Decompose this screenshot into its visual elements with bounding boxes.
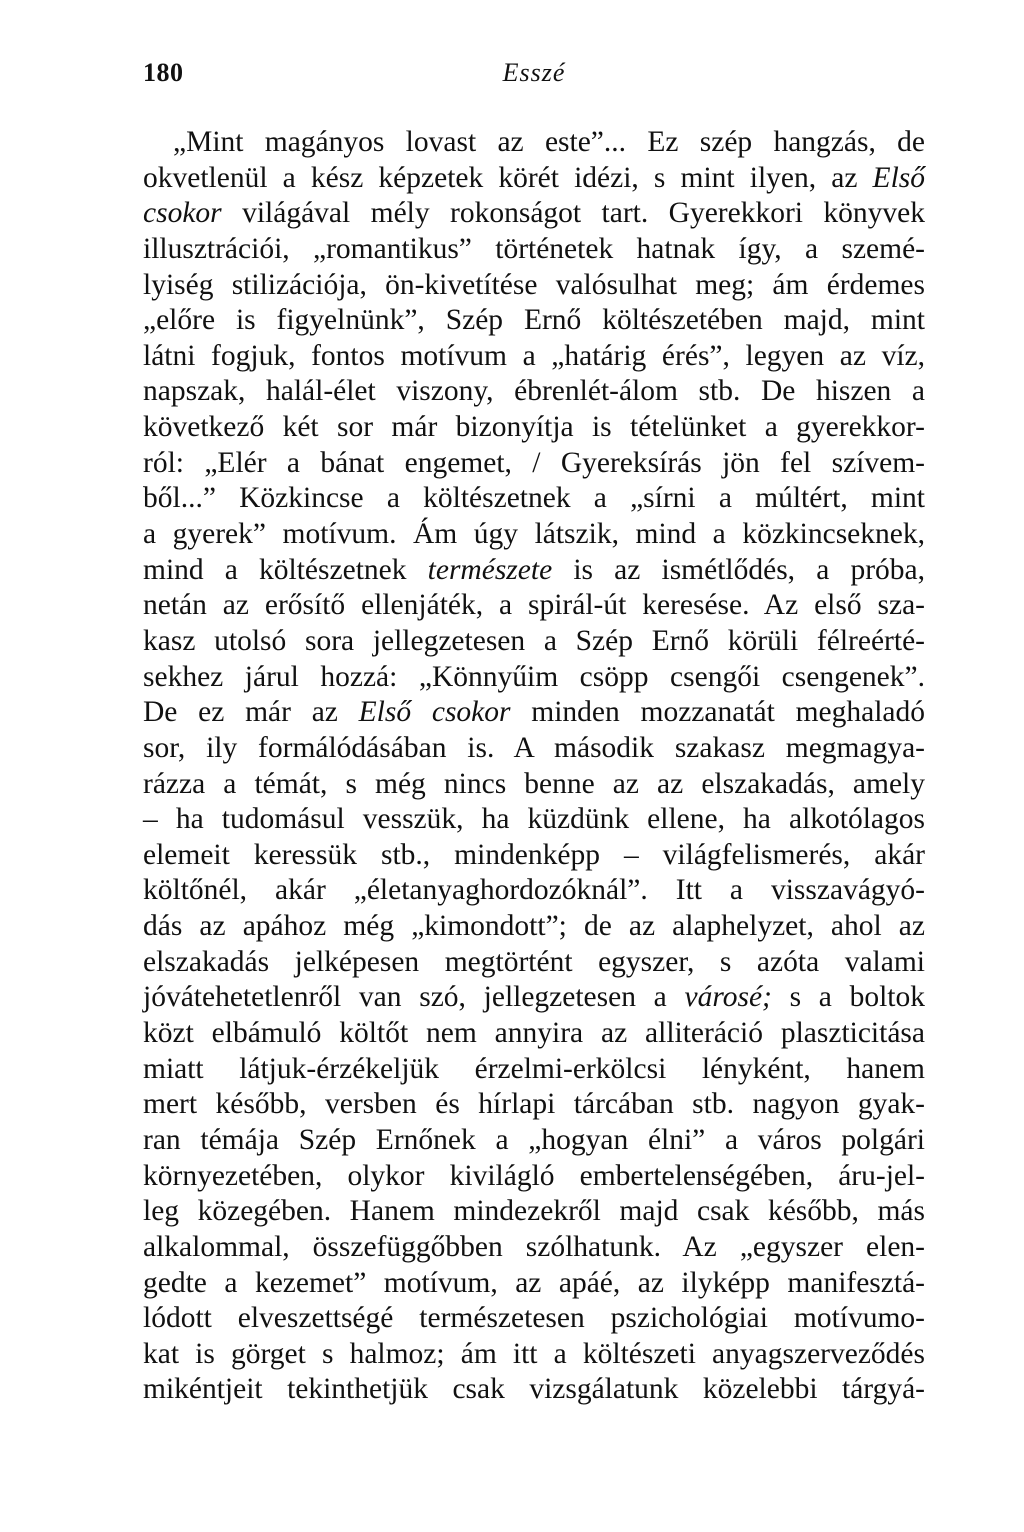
text-line: napszak, halál-élet viszony, ébrenlét-álom stb. De hiszen a (143, 375, 925, 408)
italic-emphasis: csokor (143, 197, 222, 230)
text-line: dás az apához még „kimondott”; de az alaphelyzet, ahol az (143, 910, 925, 943)
text-line: netán az erősítő ellenjáték, a spirál-út keresése. Az első sza- (143, 589, 925, 622)
text-line: látni fogjuk, fontos motívum a „határig érés”, legyen az víz, (143, 339, 925, 372)
text-line: ran témája Szép Ernőnek a „hogyan élni” a város polgári (143, 1123, 925, 1156)
text-line: csokor világával mély rokonságot tart. Gyerekkori könyvek (143, 197, 925, 230)
text-line: sekhez járul hozzá: „Könnyűim csöpp csengői csengenek”. (143, 660, 925, 693)
text-line: illusztrációi, „romantikus” történetek hatnak így, a szemé- (143, 232, 925, 265)
text-line: közt elbámuló költőt nem annyira az alliteráció plaszticitása (143, 1017, 925, 1050)
page-header (143, 58, 925, 98)
text-line: alkalommal, összefüggőbben szólhatunk. Az „egyszer elen- (143, 1230, 925, 1263)
text-line: mikéntjeit tekinthetjük csak vizsgálatunk közelebbi tárgyá- (143, 1373, 925, 1406)
text-line: elszakadás jelképesen megtörtént egyszer, s azóta valami (143, 945, 925, 978)
text-line: kat is görget s halmoz; ám itt a költészeti anyagszerveződés (143, 1337, 925, 1370)
text-line: rázza a témát, s még nincs benne az az elszakadás, amely (143, 767, 925, 800)
text-line: jóvátehetetlenről van szó, jellegzetesen a városé; s a boltok (143, 981, 925, 1014)
text-line: „előre is figyelnünk”, Szép Ernő költészetében majd, mint (143, 304, 925, 337)
text-line: mind a költészetnek természete is az ismétlődés, a próba, (143, 553, 925, 586)
text-line: lyiség stilizációja, ön-kivetítése valósulhat meg; ám érdemes (143, 268, 925, 301)
italic-emphasis: Első (872, 161, 925, 194)
text-line: okvetlenül a kész képzetek körét idézi, s mint ilyen, az Első (143, 161, 925, 194)
text-line: sor, ily formálódásában is. A második szakasz megmagya- (143, 731, 925, 764)
body-text (143, 125, 925, 1408)
text-line: – ha tudomásul vesszük, ha küzdünk ellene, ha alkotólagos (143, 803, 925, 836)
italic-emphasis: Első csokor (358, 696, 511, 729)
italic-emphasis: természete (427, 553, 553, 586)
text-line: leg közegében. Hanem mindezekről majd csak később, más (143, 1195, 925, 1228)
text-line: a gyerek” motívum. Ám úgy látszik, mind a közkincseknek, (143, 518, 925, 551)
text-line: kasz utolsó sora jellegzetesen a Szép Ernő körüli félreérté- (143, 624, 925, 657)
text-line: miatt látjuk-érzékeljük érzelmi-erkölcsi lényként, hanem (143, 1052, 925, 1085)
italic-emphasis: városé; (684, 981, 772, 1014)
text-line: ből...” Közkincse a költészetnek a „sírni a múltért, mint (143, 482, 925, 515)
text-line: következő két sor már bizonyítja is tételünket a gyerekkor- (143, 411, 925, 444)
text-line: lódott elveszettségé természetesen pszichológiai motívumo- (143, 1302, 925, 1335)
text-line: költőnél, akár „életanyaghordozóknál”. Itt a visszavágyó- (143, 874, 925, 907)
text-line: De ez már az Első csokor minden mozzanatát meghaladó (143, 696, 925, 729)
page-number: 180 (143, 58, 184, 87)
text-line: környezetében, olykor kivilágló embertelenségében, áru-jel- (143, 1159, 925, 1192)
text-line: gedte a kezemet” motívum, az apáé, az ilyképp manifesztá- (143, 1266, 925, 1299)
text-line: „Mint magányos lovast az este”... Ez szép hangzás, de (173, 126, 925, 158)
text-line: elemeit keressük stb., mindenképp – világfelismerés, akár (143, 838, 925, 871)
running-title: Esszé (502, 58, 566, 87)
text-line: mert később, versben és hírlapi tárcában stb. nagyon gyak- (143, 1088, 925, 1121)
text-line: ról: „Elér a bánat engemet, / Gyereksírás jön fel szívem- (143, 446, 925, 479)
